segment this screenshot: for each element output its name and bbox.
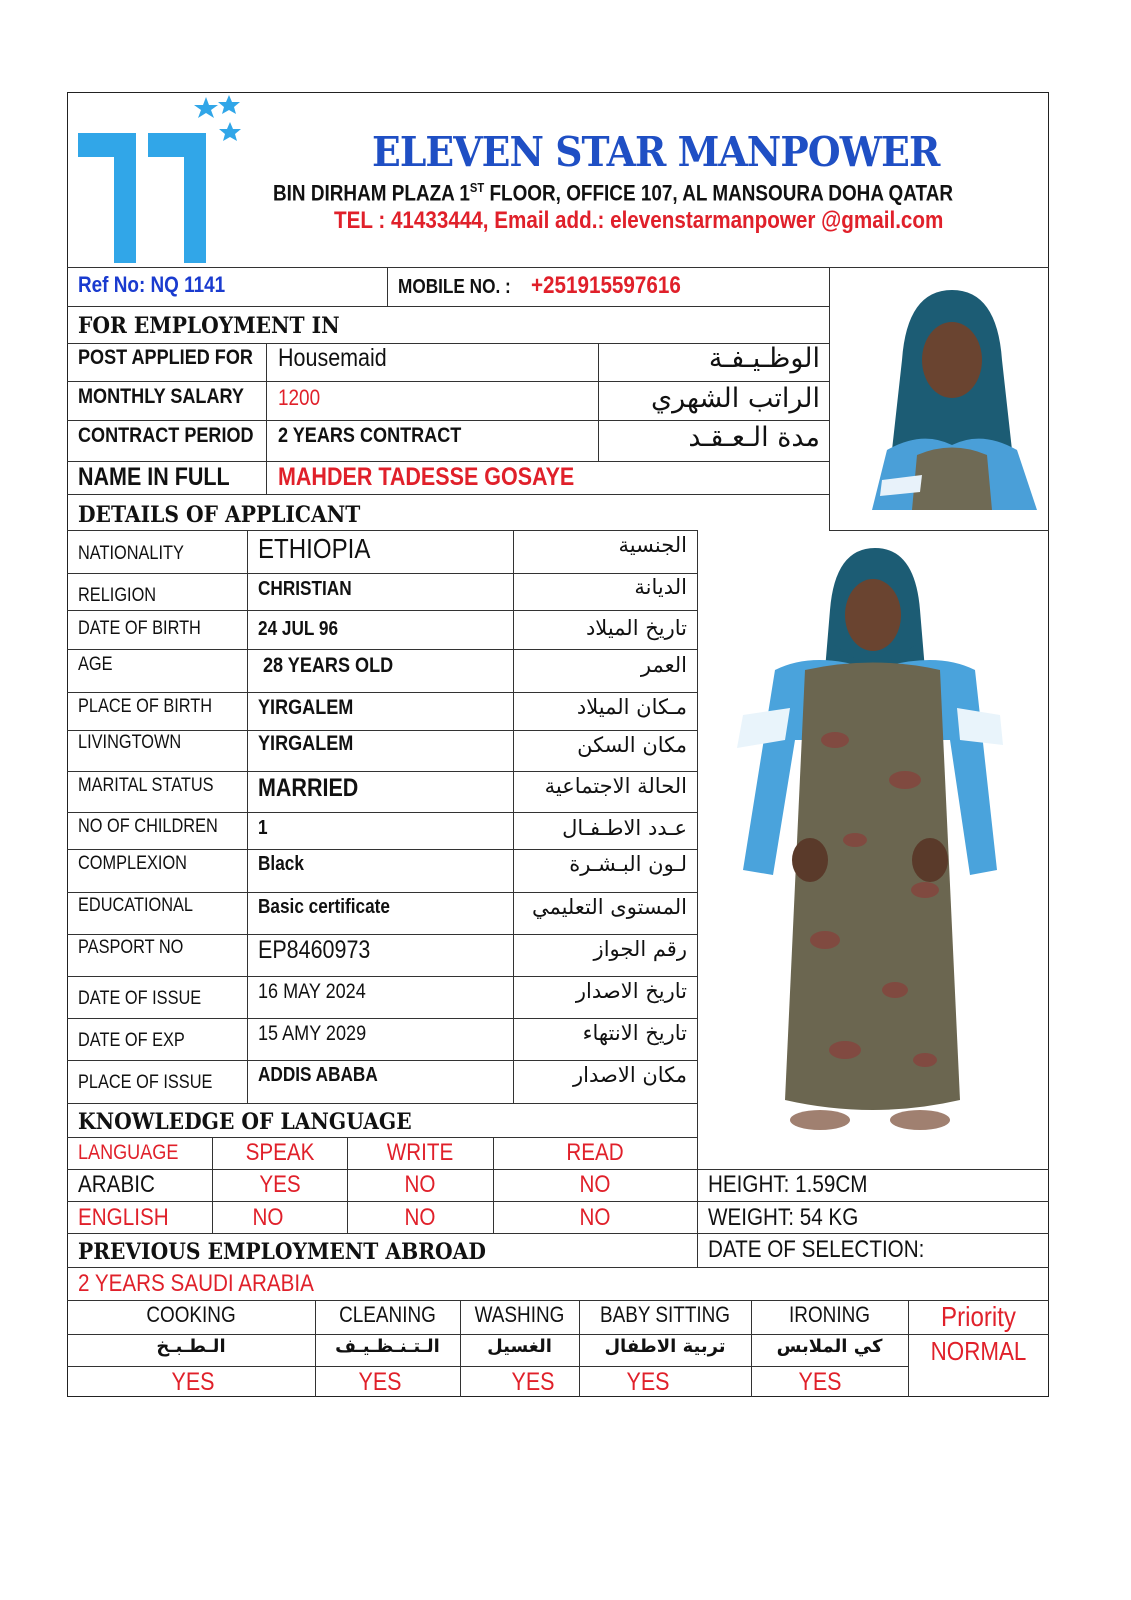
company-name: ELEVEN STAR MANPOWER <box>372 128 940 176</box>
skill-baby-sitting-value: YES <box>626 1368 670 1396</box>
detail-label: NO OF CHILDREN <box>78 816 218 837</box>
detail-value: 1 <box>258 817 268 839</box>
mobile-label: MOBILE NO. : <box>398 276 511 298</box>
detail-arabic: رقم الجواز <box>593 937 687 961</box>
priority-value: NORMAL <box>930 1336 1027 1366</box>
detail-value: Black <box>258 853 304 875</box>
divider <box>67 1233 1049 1234</box>
language-header-speak: SPEAK <box>245 1139 315 1166</box>
detail-label: PLACE OF BIRTH <box>78 696 213 717</box>
divider <box>67 730 697 731</box>
name-label: NAME IN FULL <box>78 463 230 491</box>
employment-heading: FOR EMPLOYMENT IN <box>78 313 340 339</box>
detail-arabic: مكان الاصدار <box>573 1063 687 1087</box>
detail-label: PLACE OF ISSUE <box>78 1072 213 1093</box>
name-value: MAHDER TADESSE GOSAYE <box>278 463 575 491</box>
detail-label: LIVINGTOWN <box>78 732 182 753</box>
detail-label: DATE OF BIRTH <box>78 618 201 639</box>
detail-value: 16 MAY 2024 <box>258 980 366 1003</box>
divider <box>67 892 697 893</box>
divider <box>697 1169 1049 1170</box>
contract-label: CONTRACT PERIOD <box>78 424 254 447</box>
details-heading: DETAILS OF APPLICANT <box>78 502 361 528</box>
skill-cooking-value: YES <box>171 1368 215 1396</box>
detail-arabic: الديانة <box>634 575 687 599</box>
detail-value: EP8460973 <box>258 936 371 964</box>
detail-value: 15 AMY 2029 <box>258 1022 367 1045</box>
detail-value: MARRIED <box>258 774 359 802</box>
divider <box>387 268 388 306</box>
arabic-read: NO <box>579 1171 611 1198</box>
divider <box>697 530 698 1267</box>
divider <box>67 692 697 693</box>
divider <box>67 420 830 421</box>
divider <box>67 649 697 650</box>
skill-ironing-label: IRONING <box>789 1302 870 1327</box>
divider <box>67 849 697 850</box>
arabic-write: NO <box>404 1171 436 1198</box>
address-sup: ST <box>469 180 485 195</box>
skill-washing-value: YES <box>511 1368 555 1396</box>
divider <box>67 1018 697 1019</box>
detail-arabic: مكان السكن <box>577 733 687 757</box>
skill-washing-arabic: الغسيل <box>487 1336 552 1357</box>
divider <box>67 530 697 531</box>
detail-arabic: تاريخ الاصدار <box>575 979 687 1003</box>
language-english: ENGLISH <box>78 1204 169 1231</box>
address-suffix: FLOOR, OFFICE 107, AL MANSOURA DOHA QATAR <box>484 180 954 206</box>
divider <box>513 530 514 1103</box>
detail-label: PASPORT NO <box>78 937 184 958</box>
address-prefix: BIN DIRHAM PLAZA 1 <box>273 180 470 206</box>
detail-label: RELIGION <box>78 585 157 606</box>
height-value: HEIGHT: 1.59CM <box>708 1171 868 1198</box>
divider <box>598 343 599 461</box>
detail-arabic: الحالة الاجتماعية <box>544 774 687 798</box>
post-arabic: الوظـيـفـة <box>708 343 820 374</box>
skill-cleaning-label: CLEANING <box>339 1302 436 1327</box>
contract-value: 2 YEARS CONTRACT <box>278 424 462 447</box>
detail-label: NATIONALITY <box>78 543 184 564</box>
skill-washing-label: WASHING <box>474 1302 565 1327</box>
skill-ironing-arabic: كي الملابس <box>776 1336 883 1357</box>
detail-arabic: تاريخ الميلاد <box>585 616 687 640</box>
divider <box>67 812 697 813</box>
detail-label: MARITAL STATUS <box>78 775 214 796</box>
divider <box>347 1137 348 1233</box>
divider <box>67 1201 1049 1202</box>
priority-label: Priority <box>941 1301 1016 1332</box>
detail-arabic: عـدد الاطـفـال <box>562 816 687 840</box>
skill-ironing-value: YES <box>798 1368 842 1396</box>
english-write: NO <box>404 1204 436 1231</box>
language-header-language: LANGUAGE <box>78 1141 179 1164</box>
ref-number: Ref No: NQ 1141 <box>78 272 226 297</box>
divider <box>67 381 830 382</box>
detail-label: DATE OF ISSUE <box>78 988 202 1009</box>
header-divider <box>67 267 1049 268</box>
divider <box>493 1137 494 1233</box>
divider <box>67 1267 1049 1268</box>
previous-employment-value: 2 YEARS SAUDI ARABIA <box>78 1270 314 1297</box>
divider <box>908 1300 909 1397</box>
language-header-write: WRITE <box>386 1139 454 1166</box>
divider <box>67 1366 909 1367</box>
skill-cooking-arabic: الـطـبـخ <box>156 1336 226 1357</box>
detail-value: 24 JUL 96 <box>258 618 339 640</box>
detail-value: YIRGALEM <box>258 732 354 755</box>
applicant-portrait-photo <box>862 280 1042 510</box>
date-of-selection: DATE OF SELECTION: <box>708 1236 925 1263</box>
english-speak: NO <box>252 1204 284 1231</box>
post-value: Housemaid <box>278 344 387 372</box>
salary-arabic: الراتب الشهري <box>650 383 820 414</box>
skill-cleaning-arabic: الـتـنـظـيـف <box>335 1336 440 1357</box>
contract-arabic: مدة الـعـقـد <box>688 422 820 453</box>
divider <box>829 268 830 530</box>
detail-value: 28 YEARS OLD <box>263 654 394 677</box>
divider <box>67 306 830 307</box>
detail-arabic: الجنسية <box>618 533 687 557</box>
detail-label: COMPLEXION <box>78 853 187 874</box>
detail-value: YIRGALEM <box>258 696 354 719</box>
previous-employment-heading: PREVIOUS EMPLOYMENT ABROAD <box>78 1239 486 1265</box>
detail-label: AGE <box>78 654 113 675</box>
detail-value: ADDIS ABABA <box>258 1064 378 1086</box>
detail-value: Basic certificate <box>258 896 390 918</box>
divider <box>212 1137 213 1233</box>
mobile-number: +251915597616 <box>531 272 681 299</box>
detail-label: DATE OF EXP <box>78 1030 185 1051</box>
skill-baby-sitting-arabic: تربية الاطفال <box>604 1336 726 1357</box>
skill-cooking-label: COOKING <box>146 1302 236 1327</box>
applicant-full-body-photo <box>735 540 1005 1140</box>
language-heading: KNOWLEDGE OF LANGUAGE <box>78 1109 412 1135</box>
detail-arabic: لـون البـشـرة <box>569 852 687 876</box>
post-label: POST APPLIED FOR <box>78 346 253 369</box>
company-contact: TEL : 41433444, Email add.: elevenstarmanpower @gmail.com <box>334 207 944 234</box>
divider <box>67 976 697 977</box>
language-arabic: ARABIC <box>78 1171 155 1198</box>
divider <box>67 771 697 772</box>
skill-cleaning-value: YES <box>358 1368 402 1396</box>
detail-arabic: العمر <box>640 653 687 677</box>
detail-arabic: تاريخ الانتهاء <box>582 1021 687 1045</box>
arabic-speak: YES <box>259 1171 301 1198</box>
divider <box>67 1334 1049 1335</box>
divider <box>67 610 697 611</box>
divider <box>247 530 248 1103</box>
detail-arabic: المستوى التعليمي <box>531 895 687 919</box>
detail-arabic: مـكان الميلاد <box>576 695 687 719</box>
company-address <box>273 180 953 206</box>
divider <box>67 1060 697 1061</box>
language-header-read: READ <box>566 1139 624 1166</box>
divider <box>67 573 697 574</box>
divider <box>829 530 1049 531</box>
skill-baby-sitting-label: BABY SITTING <box>599 1302 731 1327</box>
weight-value: WEIGHT: 54 KG <box>708 1204 859 1231</box>
company-logo <box>78 95 248 265</box>
divider <box>67 461 830 462</box>
detail-value: CHRISTIAN <box>258 578 352 600</box>
salary-value: 1200 <box>278 385 321 410</box>
english-read: NO <box>579 1204 611 1231</box>
detail-label: EDUCATIONAL <box>78 895 194 916</box>
divider <box>67 1300 1049 1301</box>
divider <box>266 343 267 494</box>
divider <box>67 494 830 495</box>
detail-value: ETHIOPIA <box>258 533 371 564</box>
divider <box>67 934 697 935</box>
divider <box>67 1137 697 1138</box>
salary-label: MONTHLY SALARY <box>78 385 244 408</box>
divider <box>67 1103 697 1104</box>
